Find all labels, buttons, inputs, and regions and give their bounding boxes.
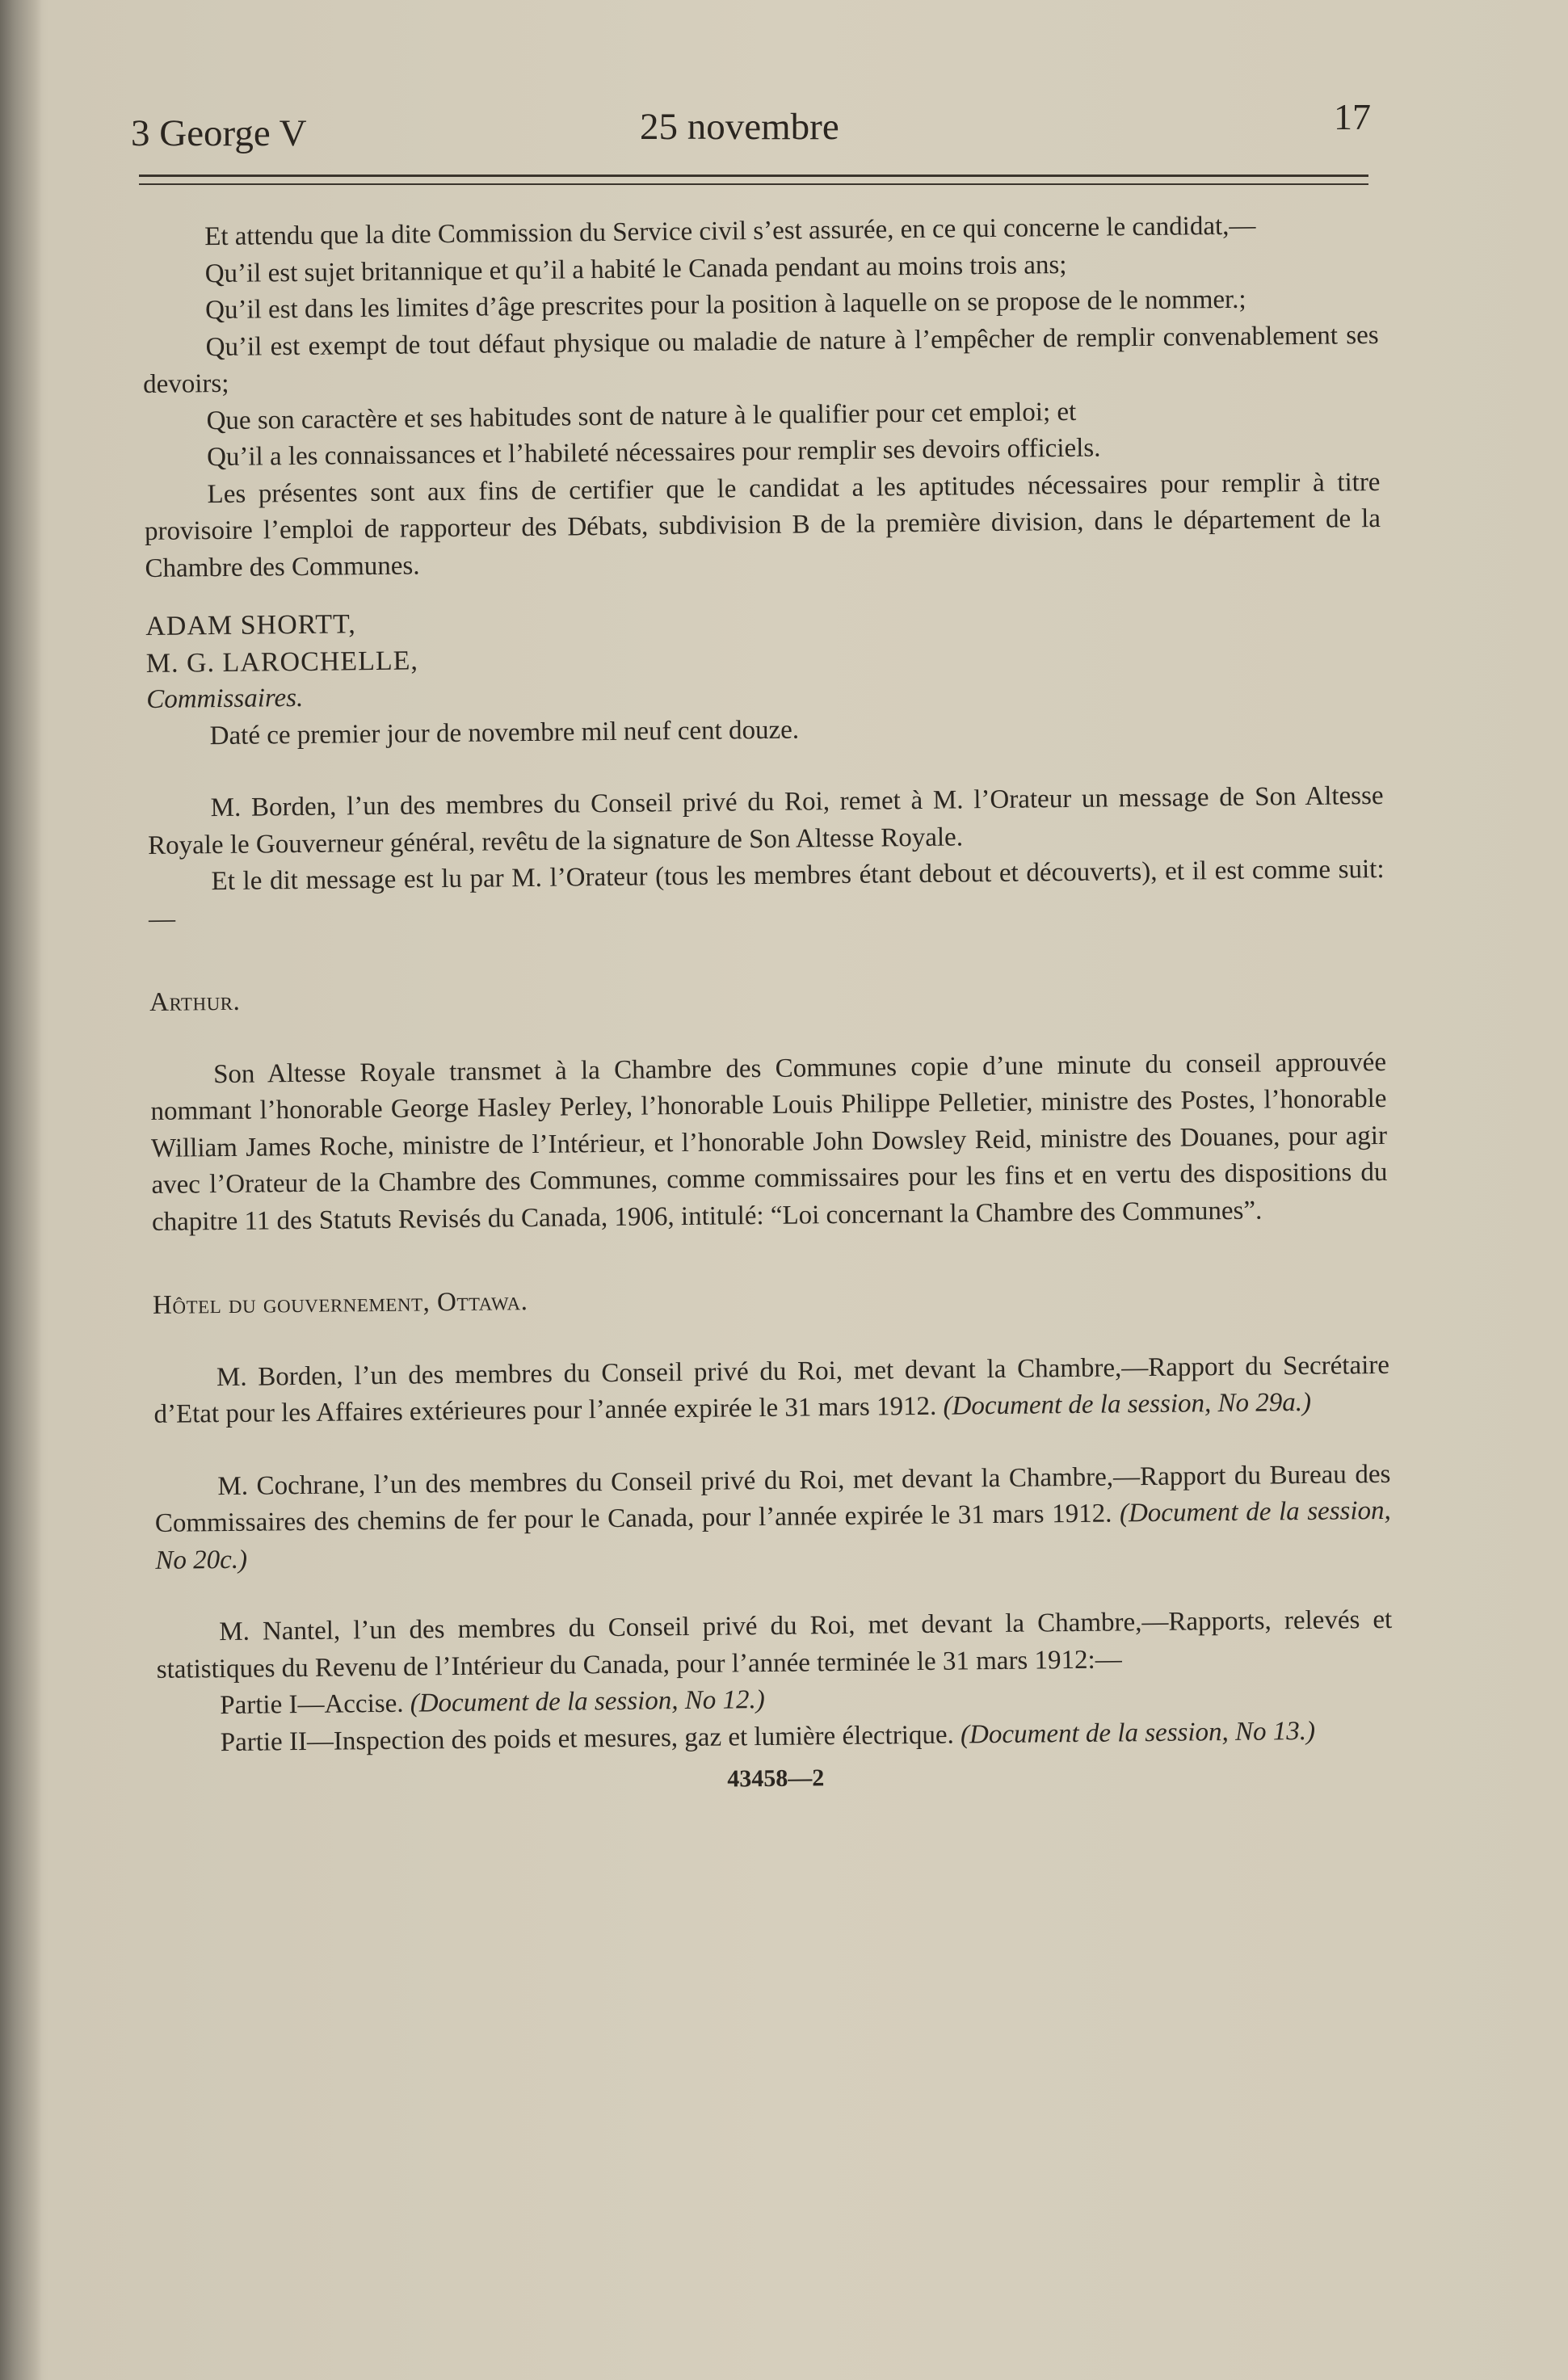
borden-document-text: M. Borden, l’un des membres du Conseil privé du Roi, met devant la Chambre,—Rapport du Secrétaire d’Etat pour les Affaires extérieures pour l’année expirée le 31 mars 1912. [153, 1350, 1390, 1429]
rule-top [139, 175, 1368, 177]
print-code: 43458—2 [727, 1764, 825, 1793]
page-number: 17 [1334, 96, 1371, 137]
paragraph-cochrane-document [154, 1456, 1391, 1579]
header-date: 25 novembre [640, 106, 839, 148]
signature-larochelle: M. G. LAROCHELLE, [145, 645, 419, 679]
paragraph-borden-message: M. Borden, l’un des membres du Conseil privé du Roi, remet à M. l’Orateur un message de Son Altesse Royale le Gouverneur général, revêtu de la signature de Son Altesse Royale. [147, 780, 1384, 860]
regnal-year: 3 George V [131, 112, 307, 154]
paragraph-british-subject: Qu’il est sujet britannique et qu’il a habité le Canada pendant au moins trois ans; [204, 250, 1067, 288]
page-header [131, 95, 1371, 168]
paragraph-whereas: Et attendu que la dite Commission du Service civil s’est assurée, en ce qui concerne le candidat,— [204, 211, 1256, 252]
part-two-ref: (Document de la session, No 13.) [960, 1716, 1316, 1749]
cochrane-document-ref: (Document de la session, No 20c.) [155, 1495, 1392, 1575]
rule-bottom [139, 183, 1368, 185]
page-body [141, 207, 1394, 1803]
dated-line: Daté ce premier jour de novembre mil neuf cent douze. [209, 715, 800, 751]
paragraph-nantel-document: M. Nantel, l’un des membres du Conseil privé du Roi, met devant la Chambre,—Rapports, relevés et statistiques du Revenu de l’Intérieur du Canada, pour l’année terminée le 31 mars 1912:— [156, 1604, 1393, 1684]
message-signature: Arthur. [149, 986, 241, 1017]
paragraph-character: Que son caractère et ses habitudes sont de nature à le qualifier pour cet emploi; et [206, 397, 1077, 435]
paragraph-message-read: Et le dit message est lu par M. l’Orateur (tous les membres étant debout et découverts), et il est comme suit:— [148, 854, 1385, 934]
paragraph-knowledge: Qu’il a les connaissances et l’habileté nécessaires pour remplir ses devoirs officiels. [206, 433, 1101, 473]
cochrane-document-text: M. Cochrane, l’un des membres du Conseil privé du Roi, met devant la Chambre,—Rapport du Bureau des Commissaires des chemins de fer pour le Canada, pour l’année expirée le 31 mars 1912. [154, 1459, 1391, 1538]
signature-shortt: ADAM SHORTT, [145, 609, 357, 641]
borden-document-ref: (Document de la session, No 29a.) [943, 1387, 1312, 1421]
paragraph-age-limits: Qu’il est dans les limites d’âge prescrites pour la position à laquelle on se propose de le nommer.; [204, 284, 1246, 326]
part-one-text: Partie I—Accise. [220, 1688, 404, 1721]
paragraph-borden-document [153, 1347, 1390, 1433]
book-gutter [0, 0, 42, 2380]
signature-title: Commissaires. [146, 683, 304, 714]
part-two-text: Partie II—Inspection des poids et mesures, gaz et lumière électrique. [220, 1720, 954, 1757]
paragraph-message-body: Son Altesse Royale transmet à la Chambre des Communes copie d’une minute du conseil approuvée nommant l’honorable George Hasley Perley, l’honorable Louis Philippe Pelletier, ministre des Postes, l’honorable William James Roche, ministre de l’Intérieur, et l’honorable John Dowsley Reid, ministre des Douanes, pour agir avec l’Orateur de la Chambre des Communes, comme commissaires pour les fins et en vertu des dispositions du chapitre 11 des Statuts Revisés du Canada, 1906, intitulé: “Loi concernant la Chambre des Communes”. [150, 1047, 1388, 1237]
header-rule [139, 175, 1368, 191]
paragraph-physical-fitness: Qu’il est exempt de tout défaut physique ou maladie de nature à l’empêcher de remplir convenablement ses devoirs; [142, 320, 1379, 399]
part-one-ref: (Document de la session, No 12.) [410, 1685, 765, 1718]
message-place: Hôtel du gouvernement, Ottawa. [152, 1287, 528, 1320]
paragraph-certification: Les présentes sont aux fins de certifier que le candidat a les aptitudes nécessaires pour remplir à titre provisoire l’emploi de rapporteur des Débats, subdivision B de la première division, dans le département de la Chambre des Communes. [144, 467, 1381, 583]
